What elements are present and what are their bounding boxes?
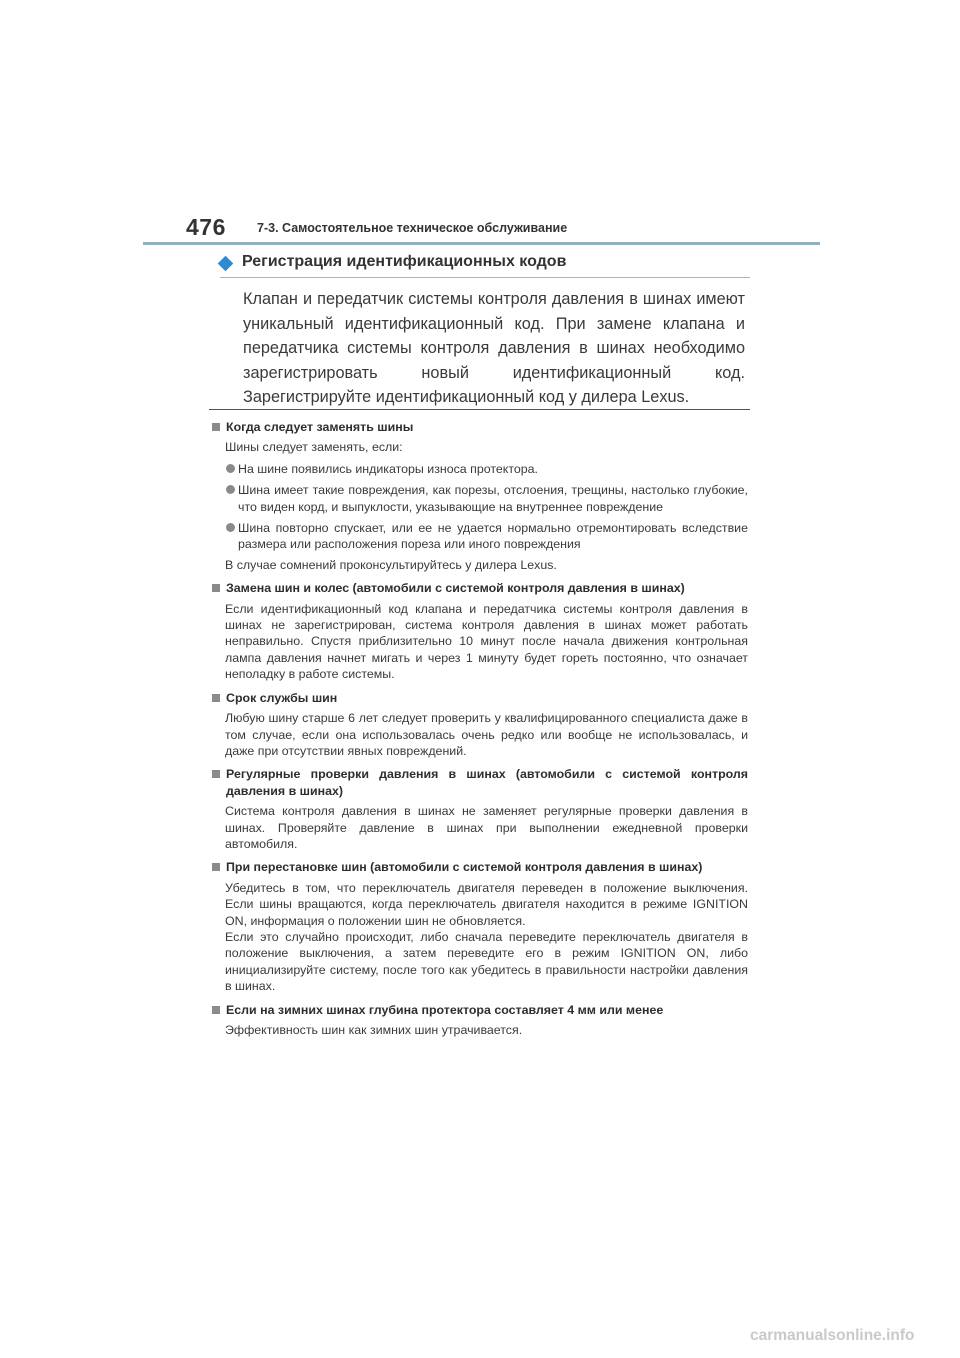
note-heading-winter-tires: Если на зимних шинах глубина протектора составляет 4 мм или менее — [212, 1002, 748, 1018]
divider-rule — [209, 409, 750, 410]
note-heading-tire-rotation: При перестановке шин (автомобили с системой контроля давления в шинах) — [212, 859, 748, 875]
section-intro: Клапан и передатчик системы контроля давления в шинах имеют уникальный идентификационный код. При замене клапана и передатчика системы контроля давления в шинах необходимо зарегистрировать новый идентификационный код. Зарегистрируйте идентификационный код у дилера Lexus. — [243, 290, 745, 406]
list-item: На шине появились индикаторы износа протектора. — [212, 461, 748, 477]
watermark: carmanualsonline.info — [750, 1327, 915, 1344]
section-title: Регистрация идентификационных кодов — [242, 253, 567, 270]
list-item: Шина повторно спускает, или ее не удается нормально отремонтировать вследствие размера или расположения пореза или иного повреждения — [212, 520, 748, 553]
circle-bullet-icon — [226, 464, 235, 473]
section-heading — [220, 253, 750, 278]
note-body-continued: Если это случайно происходит, либо сначала переведите переключатель двигателя в положение выключения, а затем переведите его в режим IGNITION ON, либо инициализируйте систему, после того как убедитесь в правильности настройки давления в шинах. — [225, 929, 748, 994]
circle-bullet-icon — [226, 523, 235, 532]
note-body: Если идентификационный код клапана и передатчика системы контроля давления в шинах не зарегистрирован, система контроля давления в шинах может работать неправильно. Спустя приблизительно 10 минут после начала движения контрольная лампа давления начнет мигать и через 1 минуту будет гореть постоянно, что означает неполадку в работе системы. — [225, 601, 748, 682]
square-bullet-icon — [212, 770, 220, 778]
square-bullet-icon — [212, 1006, 220, 1014]
note-body: Любую шину старше 6 лет следует проверить у квалифицированного специалиста даже в том случае, если она использовалась очень редко или вообще не использовалась, и даже при отсутствии явных повреждений. — [225, 711, 748, 758]
note-heading-tire-life: Срок службы шин — [212, 690, 748, 706]
note-body: Эффективность шин как зимних шин утрачивается. — [225, 1023, 523, 1037]
circle-bullet-icon — [226, 485, 235, 494]
header-rule — [143, 242, 820, 245]
diamond-icon — [218, 256, 234, 272]
page-number: 476 — [186, 214, 226, 240]
note-heading-wheel-replacement: Замена шин и колес (автомобили с системой контроля давления в шинах) — [212, 580, 748, 596]
note-body: Убедитесь в том, что переключатель двигателя переведен в положение выключения. Если шины вращаются, когда переключатель двигателя находится в режиме IGNITION ON, информация о положении шин не обновляется. — [225, 880, 748, 928]
page-header — [0, 0, 960, 250]
note-body: Шины следует заменять, если: — [225, 440, 403, 455]
square-bullet-icon — [212, 863, 220, 871]
note-heading-pressure-checks: Регулярные проверки давления в шинах (автомобили с системой контроля давления в шинах) — [212, 766, 748, 799]
square-bullet-icon — [212, 423, 220, 431]
square-bullet-icon — [212, 584, 220, 592]
list-item: Шина имеет такие повреждения, как порезы, отслоения, трещины, настолько глубокие, что виден корд, и выпуклости, указывающие на внутреннее повреждение — [212, 482, 748, 515]
notes-block — [212, 419, 748, 1038]
note-footer: В случае сомнений проконсультируйтесь у дилера Lexus. — [225, 557, 557, 572]
note-body: Система контроля давления в шинах не заменяет регулярные проверки давления в шинах. Проверяйте давление в шинах при выполнении ежедневной проверки автомобиля. — [225, 804, 748, 851]
note-heading-replace-tires: Когда следует заменять шины — [212, 419, 748, 435]
square-bullet-icon — [212, 694, 220, 702]
chapter-title: 7-3. Самостоятельное техническое обслуживание — [257, 221, 568, 235]
